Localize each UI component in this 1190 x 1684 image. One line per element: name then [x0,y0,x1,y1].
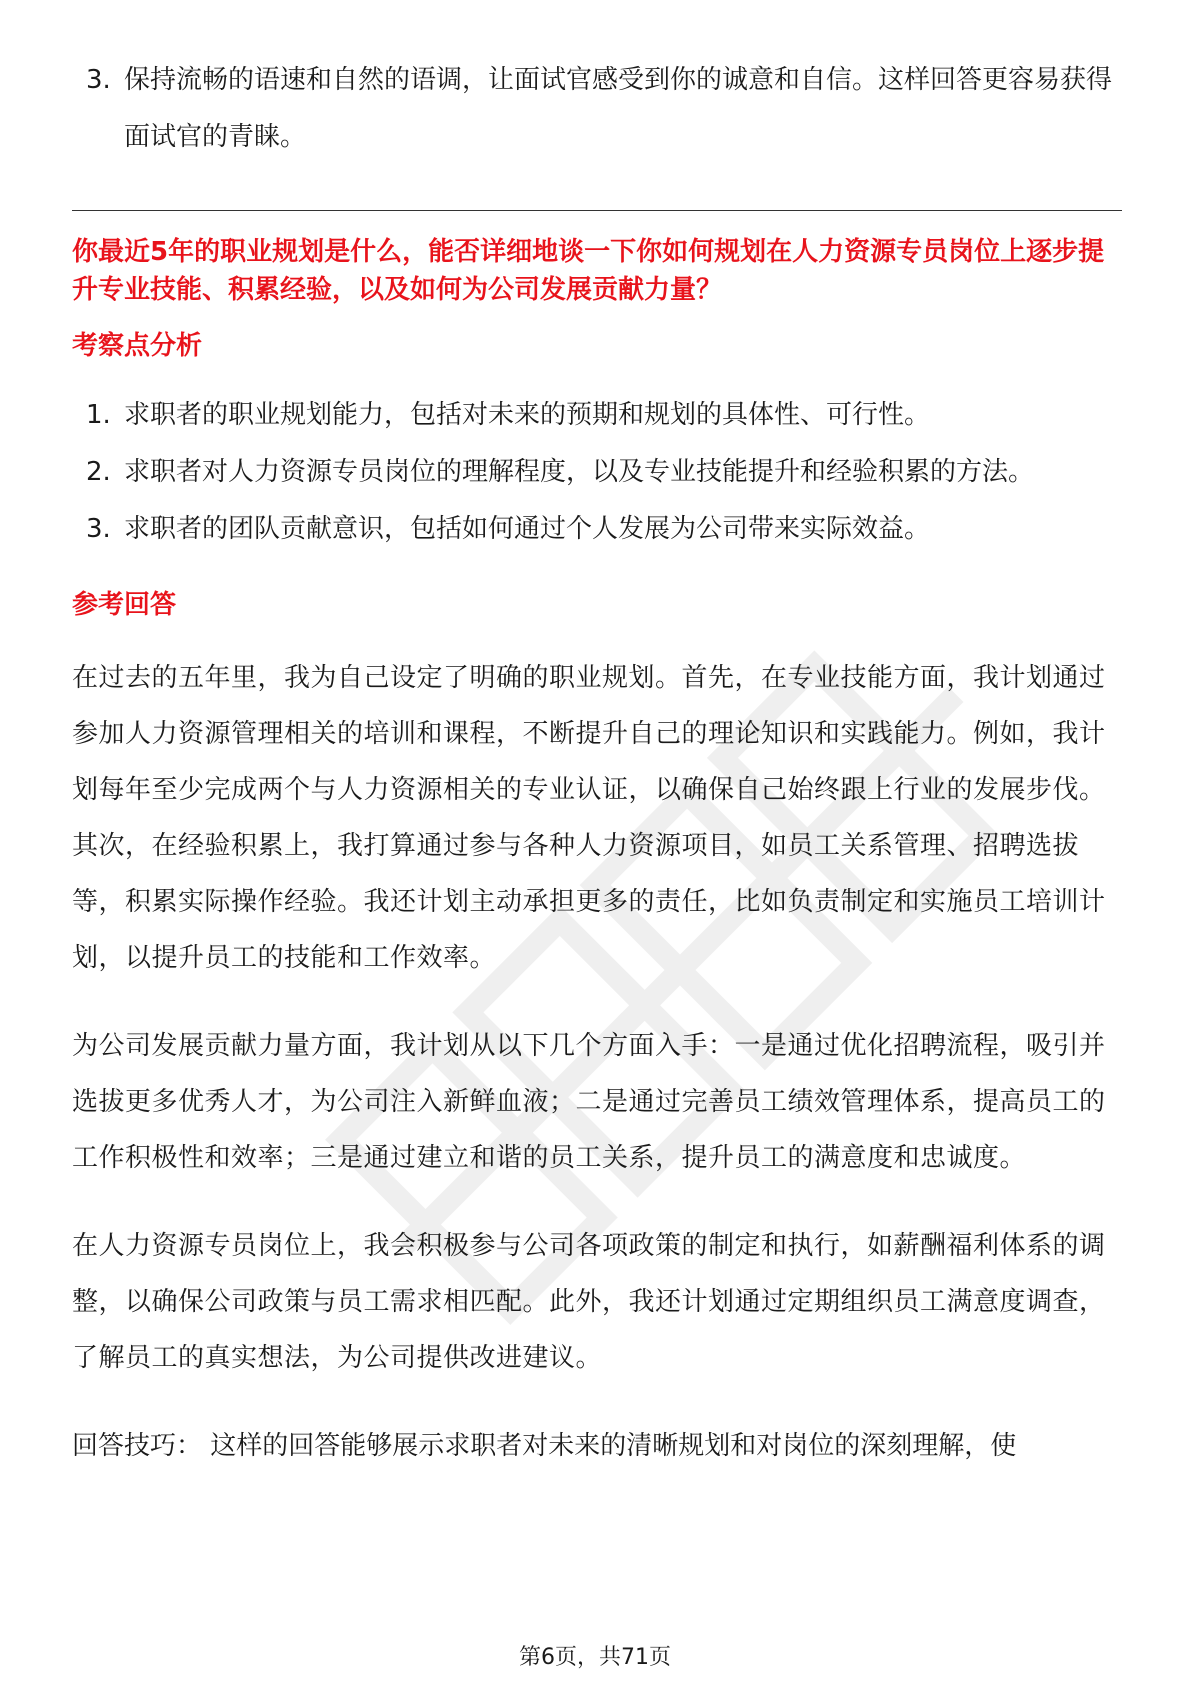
list-number: 2. [86,457,111,487]
top-list [72,52,1122,166]
list-item [72,444,1122,501]
answer-paragraph: 为公司发展贡献力量方面，我计划从以下几个方面入手：一是通过优化招聘流程，吸引并选拔更多优秀人才，为公司注入新鲜血液；二是通过完善员工绩效管理体系，提高员工的工作积极性和效率；三是通过建立和谐的员工关系，提升员工的满意度和忠诚度。 [72,1031,1106,1173]
list-text: 求职者的团队贡献意识，包括如何通过个人发展为公司带来实际效益。 [124,514,931,544]
list-number: 3. [86,514,111,544]
list-text: 求职者对人力资源专员岗位的理解程度，以及专业技能提升和经验积累的方法。 [124,457,1035,487]
list-number: 1. [86,400,111,430]
analysis-list [72,387,1122,558]
answer-paragraph: 在人力资源专员岗位上，我会积极参与公司各项政策的制定和执行，如薪酬福利体系的调整，以确保公司政策与员工需求相匹配。此外，我还计划通过定期组织员工满意度调查，了解员工的真实想法，为公司提供改进建议。 [72,1231,1106,1373]
answer-paragraph: 在过去的五年里，我为自己设定了明确的职业规划。首先，在专业技能方面，我计划通过参加人力资源管理相关的培训和课程，不断提升自己的理论知识和实践能力。例如，我计划每年至少完成两个与人力资源相关的专业认证，以确保自己始终跟上行业的发展步伐。其次，在经验积累上，我打算通过参与各种人力资源项目，如员工关系管理、招聘选拔等，积累实际操作经验。我还计划主动承担更多的责任，比如负责制定和实施员工培训计划，以提升员工的技能和工作效率。 [72,663,1106,973]
question-heading: 你最近5年的职业规划是什么，能否详细地谈一下你如何规划在人力资源专员岗位上逐步提升专业技能、积累经验，以及如何为公司发展贡献力量？ [72,237,1105,305]
section-divider [72,210,1122,211]
reference-title: 参考回答 [72,590,177,620]
list-item [72,387,1122,444]
list-number: 3. [86,65,111,95]
answer-tip: 回答技巧： 这样的回答能够展示求职者对未来的清晰规划和对岗位的深刻理解，使 [72,1431,1017,1461]
list-text: 求职者的职业规划能力，包括对未来的预期和规划的具体性、可行性。 [124,400,931,430]
list-item [72,501,1122,558]
document-body [72,52,1122,1474]
page-footer: 第6页，共71页 [519,1645,671,1670]
list-item [72,52,1122,166]
list-text: 保持流畅的语速和自然的语调，让面试官感受到你的诚意和自信。这样回答更容易获得面试官的青睐。 [124,65,1113,152]
analysis-title: 考察点分析 [72,331,203,361]
